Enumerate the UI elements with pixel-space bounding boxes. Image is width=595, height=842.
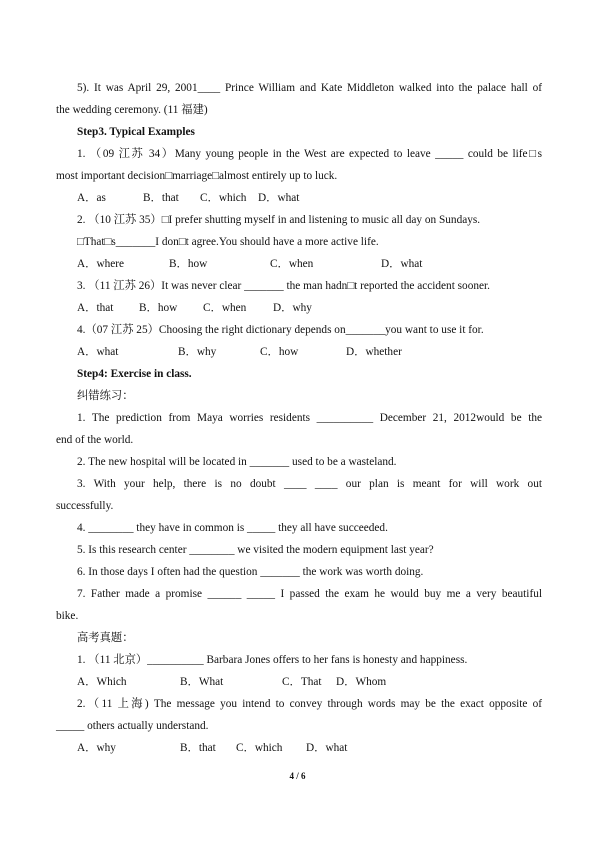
option: C．when (270, 258, 314, 270)
answer-options (77, 675, 542, 689)
question-text: 1. （11 北京）__________ Barbara Jones offers to her fans is honesty and happiness. (77, 654, 468, 666)
text-line: successfully. (56, 500, 114, 512)
exercise-text: 7. Father made a promise ______ _____ I passed the exam he would buy me a very beautiful (77, 588, 542, 600)
exercise-text: 6. In those days I often had the question _______ the work was worth doing. (77, 566, 424, 578)
option: C．which (200, 192, 247, 204)
exercise-text: 5. Is this research center ________ we visited the modern equipment last year? (77, 544, 434, 556)
option: B．What (180, 676, 224, 688)
option: B．that (143, 192, 179, 204)
exercise-text: 4. ________ they have in common is _____ they all have succeeded. (77, 522, 388, 534)
option: D．what (381, 258, 423, 270)
text-line: bike. (56, 610, 79, 622)
subheading: 高考真题： (77, 632, 134, 644)
option: C．when (203, 302, 247, 314)
section-heading: Step4: Exercise in class. (77, 368, 192, 380)
question-text: 4.（07 江苏 25）Choosing the right dictionary depends on_______you want to use it for. (77, 324, 484, 336)
option: D．what (306, 742, 348, 754)
exercise-text: 2. The new hospital will be located in _______ used to be a wasteland. (77, 456, 397, 468)
option: A．Which (77, 676, 127, 688)
option: D．what (258, 192, 300, 204)
option: A．as (77, 192, 106, 204)
option: B．how (169, 258, 208, 270)
answer-options (77, 191, 542, 205)
option: A．why (77, 742, 116, 754)
option: A．what (77, 346, 119, 358)
answer-options (77, 257, 542, 271)
question-text: 3. （11 江苏 26）It was never clear _______ the man hadn□t reported the accident sooner. (77, 280, 490, 292)
answer-options (77, 301, 542, 315)
text-line: most important decision□marriage□almost entirely up to luck. (56, 170, 338, 182)
text-line: the wedding ceremony. (11 福建) (56, 104, 208, 116)
option: D．whether (346, 346, 402, 358)
answer-options (77, 345, 542, 359)
subheading: 纠错练习： (77, 390, 134, 402)
option: B．how (139, 302, 178, 314)
option: D．why (273, 302, 312, 314)
option: A．where (77, 258, 125, 270)
option: B．why (178, 346, 217, 358)
question-text: 2.（11 上海) The message you intend to convey through words may be the exact opposite of (77, 698, 542, 710)
question-text: 2. （10 江苏 35）□I prefer shutting myself in and listening to music all day on Sundays. (77, 214, 481, 226)
option: D．Whom (336, 676, 387, 688)
text-line: _____ others actually understand. (56, 720, 209, 732)
exercise-text: 3. With your help, there is no doubt ____ ____ our plan is meant for will work out (77, 478, 542, 490)
text-line: □That□s_______I don□t agree.You should have a more active life. (77, 236, 379, 248)
text-line: end of the world. (56, 434, 134, 446)
exercise-text: 1. The prediction from Maya worries residents __________ December 21, 2012would be the (77, 412, 542, 424)
option: C．which (236, 742, 283, 754)
answer-options (77, 741, 542, 755)
option: C．That (282, 676, 322, 688)
page-number: 4 / 6 (289, 771, 306, 781)
option: C．how (260, 346, 299, 358)
option: A．that (77, 302, 114, 314)
option: B．that (180, 742, 216, 754)
text-line: 5). It was April 29, 2001____ Prince William and Kate Middleton walked into the palace hall of (77, 82, 542, 94)
question-text: 1. （09 江苏 34）Many young people in the West are expected to leave _____ could be life□s (77, 148, 542, 160)
section-heading: Step3. Typical Examples (77, 126, 195, 138)
